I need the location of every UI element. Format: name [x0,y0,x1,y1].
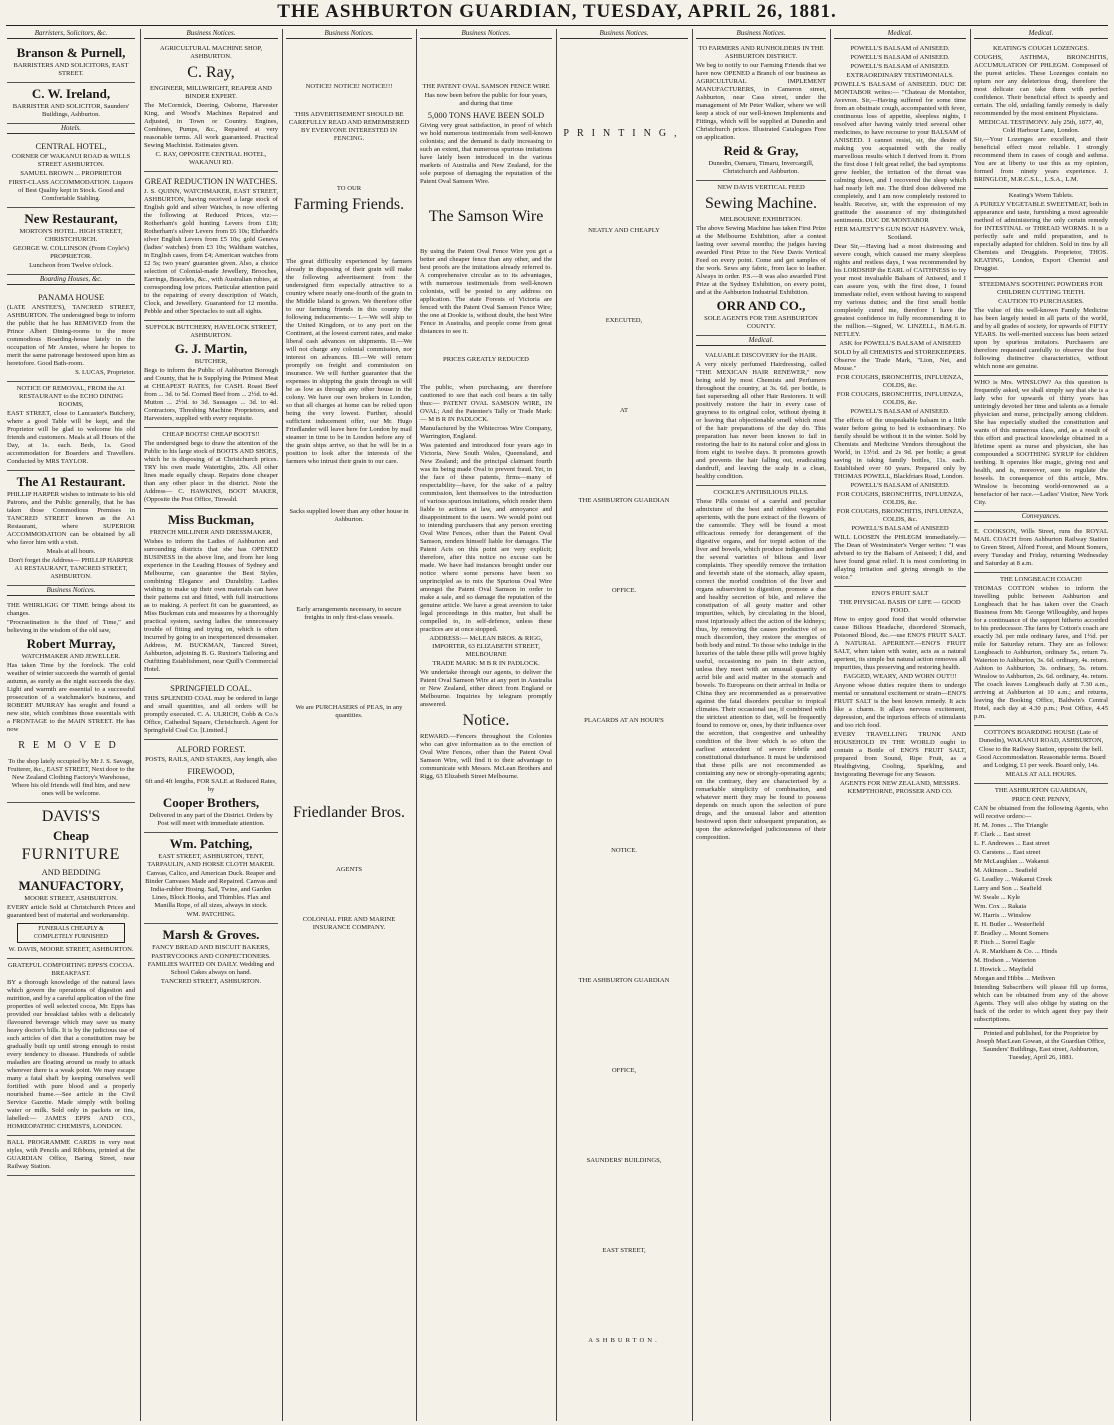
agent-entry: Morgan and Hibbs ... Methven [974,975,1056,982]
printing-heading: PRINTING, [563,128,685,139]
agent-entry: L. F. Andrewes ... East street [974,840,1050,847]
ad-title: Reid & Gray, [723,143,799,158]
section-heading: Business Notices. [560,29,688,39]
ad-cotton-boarding: COTTON'S BOARDING HOUSE (Late of Dunedin), WAKANUI ROAD, ASHBURTON, Close to the Railway Station, opposite the bell. Good Accommodation. Reasonable terms. Board and Lodging, £1 per week. Board only, 14s. MEALS AT ALL HOURS. [974,726,1108,784]
ad-title: Farming Friends. [293,196,405,213]
ad-reid-gray: TO FARMERS AND RUNHOLDERS IN THE ASHBURTON DISTRICT. We beg to notify to our Farming Friends that we have now OPENED a Branch of our business as AGRICULTURAL IMPLEMENT MANUFACTURERS, in Cameron street, Ashburton, near Cass street, under the management of Mr Peter Walker, where we will keep a stock of our well-known Implements and Fittings, which will be supplied at Dunedin and Christchurch prices. Illustrated Catalogues Free on application. Reid & Gray, Dunedin, Oamaru, Timaru, Invercargill, Christchurch and Ashburton. [696,42,826,181]
ad-title: New Restaurant, [24,211,118,226]
ad-cookson: E. COOKSON, Wills Street, runs the ROYAL MAIL COACH from Ashburton Railway Station to Green Street, Alford Forest, and Mount Somers, every Tuesday and Friday, returning Wednesday and Saturday at 8 a.m. [974,525,1108,573]
ad-panama-house: PANAMA HOUSE (LATE ANSTEE'S), TANCRED STREET, ASHBURTON. The undersigned begs to inform the public that he has REMOVED from the Prince Albert Dining-rooms to the more commodious Boarding-house lately in the occupation of Mr Anstee, where he hopes to merit the same patronage bestowed upon him as heretofore. Good Bath-room. S. LUCAS, Proprietor. [7,288,135,382]
ad-title: DAVIS'S [41,808,101,825]
imprint: Printed and published, for the Proprietor by Joseph MacLean Gowan, at the Guardian Office, Saunders' Buildings, East street, Ashburton, Tuesday, April 26, 1881. [976,1030,1106,1061]
agent-entry: Wm. Cox ... Rakaia [974,903,1027,910]
notice-heading: NOTICE! NOTICE! NOTICE!!! [305,83,393,90]
agent-entry: F. Bradley ... Mount Somers [974,930,1049,937]
ad-title: Keating's Worm Tablets. [1008,192,1074,199]
section-heading: Medical. [834,29,966,39]
column-3: Business Notices. NOTICE! NOTICE! NOTICE!!! THIS ADVERTISEMENT SHOULD BE CAREFULLY READ AND REMEMBERED BY EVERYONE INTERESTED IN FENCING. TO OUR Farming Friends. The great difficulty experienced by farmers already in disposing of their grain will make the following advertisement from the undersigned firm especially attractive to a country where nearly one-fourth of the grain in the Middle Island is grown. We therefore offer to our farming friends in this county the following inducements:— I.—We will ship to the United Kingdom, or to any port on the Continent, at the lowest current rates, and make liberal cash advances on shipments. II.—We will not charge any colonial commission, nor interest on advances. III.—We will return promptly on freight and commission on insurance. We will further guarantee that the expenses in shipping the grain through us will be as low as through any other house in the colony. We have our own brokers in London, so that all charges at home can be relied upon being the very lowest. Further, should sufficient inducement offer, our Mr. Hugo Friedlander will leave here for London by mail steamer in time to be in London before any of the grain ships arrive, so that he will be in a position to look after the interests of the farmers who intrust their grain to our care. Sacks supplied lower than any other house in Ashburton. Early arrangements necessary, to secure freights in only first-class vessels. We are PURCHASERS of PEAS, in any quantities. Friedlander Bros. AGENTS COLONIAL FIRE AND MARINE INSURANCE COMPANY. [286,29,412,931]
column-2 [141,29,281,1419]
ad-echo-dining: NOTICE OF REMOVAL, FROM the A1 RESTAURANT to the ECHO DINING ROOMS, EAST STREET, close to Lancaster's Butchery, where a good Table will be kept, and the Proprietor will be glad to welcome his old friends and customers. Meals at all Hours of the Day, at 1s. each. Beds, 1s. Good accommodation for Boarders and Travellers. Conducted by MRS TAYLOR. [7,382,135,471]
ad-title: CHEAP BOOTS! CHEAP BOOTS!! [162,431,260,438]
ad-marsh-groves: Marsh & Groves. FANCY BREAD AND BISCUIT BAKERS, PASTRYCOOKS AND CONFECTIONERS. FAMILIES WAITED ON DAILY. Wedding and School Cakes always on hand. TANCRED STREET, ASHBURTON. [144,924,278,990]
ad-title: THE LONGBEACH COACH! [999,576,1083,583]
ad-ball-programme: BALL PROGRAMME CARDS in very neat styles, with Pencils and Ribbons, printed at the GUARDIAN Office, Baring Street, near Railway Station. [7,1136,135,1176]
agent-entry: Mr McLaughlan ... Wakanui [974,858,1049,865]
ad-title: Friedlander Bros. [293,804,405,821]
agent-entry: A. R. Markham & Co. ... Hinds [974,948,1058,955]
ad-title: ENO'S FRUIT SALT [871,590,929,597]
ad-new-restaurant: New Restaurant, MORTON'S HOTEL. HIGH STREET, CHRISTCHURCH. GEORGE W. COLLINSON (From Coyle's) PROPRIETOR. Luncheon from Twelve o'clock. [7,208,135,275]
masthead-rule [6,25,1108,26]
ad-springfield-coal: SPRINGFIELD COAL. THIS SPLENDID COAL may be ordered in large and small quantities, and all orders will be promptly executed. C. A. ULRICH, Cobb & Co.'s Office, Cathedral Square, Christchurch. Agent for Springfield Coal Co. [Limited.] [144,679,278,740]
ad-martin-butcher: SUFFOLK BUTCHERY, HAVELOCK STREET, ASHBURTON. G. J. Martin, BUTCHER, Begs to inform the Public of Ashburton Borough and County, that he is Supplying the Primest Meat at CHEAPEST RATES, for CASH. Roast Beef from ... 3d. to 5d. Corned Beef from ... 2½d. to 4d. Mutton ... 2½d. to 3d. Sausages ... 3d. to 4d. Contractors, Threshing Machine Proprietors, and Harvesters, supplied with every requisite. [144,321,278,428]
agent-entry: M. Hodson ... Waterton [974,957,1036,964]
ad-sewing-machine: NEW DAVIS VERTICAL FEED Sewing Machine. MELBOURNE EXHIBITION. The above Sewing Machine has taken First Prize at the Melbourne Exhibition, after a contest lasting over several months; the judges having awarded First Prize to the New Davis Vertical Feed on every point. Come and get samples of the work. Sews any fabric, from lace to leather. Always in order. P.S.—It was also awarded First Prize at the Sydney Exhibition, on every point, and at the Ashburton Industrial Exhibition. ORR AND CO., SOLE AGENTS FOR THE ASHBURTON COUNTY. [696,181,826,336]
ad-title: The A1 Restaurant. [16,474,126,489]
ad-title: SPRINGFIELD COAL. [170,683,252,693]
section-heading: Business Notices. [696,29,826,39]
ad-hair-renewer: VALUABLE DISCOVERY for the HAIR. A very nicely perfumed Hairdressing, called "THE MEXICAN HAIR RENEWER," now being sold by most Chemists and Perfumers throughout the country, at 3s. 6d. per bottle, is fast superseding all other Hair Restorers. It will positively restore the hair in every case of grayness to its original color, without dyeing it or leaving that objectionable smell which most of the hair preparations of the day do. This preparation has never been known to fail in restoring the hair to its natural color and gloss in from eight to twelve days. It promotes growth and prevents the hair falling out, eradicating dandruff, and leaving the scalp in a clean, healthy condition. [696,349,826,486]
section-heading: Business Notices. [7,586,135,596]
ad-c-ray: AGRICULTURAL MACHINE SHOP, ASHBURTON. C. Ray, ENGINEER, MILLWRIGHT, REAPER AND BINDER EXPERT. The McCormick, Deering, Osborne, Harvester King, and Wood's Machines Repaired and Adjusted, in Town or Country. Engines, Combines, Pumps, &c., Repaired at very reasonable terms. All work guaranteed. Practical Sewing Machinist. Estimates given. C. RAY, OPPOSITE CENTRAL HOTEL, WAKANUI RD. [144,42,278,172]
ad-title: GRATEFUL COMFORTING EPPS'S COCOA. BREAKFAST. [7,962,135,977]
ad-guardian-agents: THE ASHBURTON GUARDIAN, PRICE ONE PENNY, CAN be obtained from the following Agents, who will receive orders:— H. M. Jones ... The Triangle F. Clark ... East street L. F. Andrewes ... East street O. Carstens ... East street Mr McLaughlan ... Wakanui M. Atkinson ... Seafield G. Leadley ... Wakanui Creek Larry and Son ... Seafield W. Swale ... Kyle Wm. Cox ... Rakaia W. Harris ... Winslow E. H. Butler ... Westerfield F. Bradley ... Mount Somers P. Fitch ... Sorrel Eagle A. R. Markham & Co. ... Hinds M. Hodson ... Waterton J. Howick ... Mayfield Morgan and Hibbs ... Methven Intending Subscribers will please fill up forms, which can be obtained from any of the above Agents. They will also oblige by stating on the back of the order to which agent they pay their subscriptions. [974,784,1108,1029]
ad-keating-worm: Keating's Worm Tablets. A PURELY VEGETABLE SWEETMEAT, both in appearance and taste, furnishing a most agreeable method of administering the only certain remedy for INTESTINAL or THREAD WORMS. It is a perfectly safe and mild preparation, and is especially adapted for children. Sold in tins by all Chemists and Druggists. Proprietor, THOS. KEATING, London, Export Chemist and Druggist. [974,189,1108,278]
agents-list [974,822,1108,983]
ad-title: NOTICE OF REMOVAL, FROM the A1 RESTAURANT to the ECHO DINING ROOMS, [16,385,126,408]
ad-winslow: WHO is Mrs. WINSLOW? As this question is frequently asked, we shall simply say that she is a lady who for upwards of thirty years has untiringly devoted her time and talents as a female physician and nurse, principally among children. She has especially studied the constitution and wants of this numerous class, and, as a result of this effort and practical knowledge obtained in a lifetime spent as nurse and physician, she has compounded a SOOTHING SYRUP for children teething. It operates like magic, giving rest and health, and is, moreover, sure to regulate the bowels. In consequence of this article, Mrs. Winslow is becoming world-renowned as a benefactor of her race.—Ladies' Visitor, New York City. [974,376,1108,512]
section-heading: Barristers, Solicitors, &c. [7,29,135,39]
column-6 [693,29,829,1419]
section-heading: Business Notices. [144,29,278,39]
agent-entry: H. M. Jones ... The Triangle [974,822,1048,829]
column-1 [4,29,138,1419]
agent-entry: W. Swale ... Kyle [974,894,1021,901]
agent-entry: G. Leadley ... Wakanui Creek [974,876,1053,883]
agent-entry: J. Howick ... Mayfield [974,966,1034,973]
ad-title: CENTRAL HOTEL, [35,141,107,151]
column-4: Business Notices. THE PATENT OVAL SAMSON FENCE WIRE Has now been before the public for four years, and during that time 5,000 TONS HAVE BEEN SOLD Giving very great satisfaction, in proof of which we hold numerous testimonials from well-known colonists; and the demand is daily increasing to such an extent, that numerous spurious imitations have lately been introduced in the various markets of Australia and New Zealand, for the sole purpose of damaging the reputation of the Patent Oval Samson Wire. The Samson Wire By using the Patent Oval Fence Wire you get a better and cheaper fence than any other, and the best proofs are the imitations already referred to. A comprehensive circular as to its advantages, with numerous testimonials from well-known colonists, will be posted to any address on application. The state Forests of Victoria are fenced with the Patent Oval Samson Fence Wire; the one at Dookie is, without doubt, the best Wire Fence in Australia, and people come from great distances to see it. PRICES GREATLY REDUCED The public, when purchasing, are therefore cautioned to see that each coil bears a tin tally thus:— PATENT OVAL SAMSON WIRE, IN OVAL; And the Patentee's Tally or Trade Mark:— M B R IN PADLOCK. Manufactured by the Whitecross Wire Company, Warrington, England. Was patented and introduced four years ago in Victoria, New South Wales, Queensland, and New Zealand; and the principal claimant fourth was its being made Oval to prevent fraud. Yet, in the face of these patents, firms—many of respectability—have, for the sake of a paltry commission, lent themselves to the introduction of various spurious imitations, which render them liable to actions at law, and annoyance and disappointment to the users. We would point out to intending purchasers that any person erecting Oval Wire Fences, other than the Patent Oval Samson, renders himself liable for damages. The Patent Acts on this point are very explicit; therefore, after this notice no excuse can be made. We have had instances brought under our notice where some persons have been so unprincipled as to mix the Spurious Oval Wire amongst the Patent Oval Samson in order to make a sale, and so damage the reputation of the genuine article. We have a great aversion to take legal proceedings in this matter, but shall be compelled to, in self-defence, unless these practices are at once stopped. ADDRESS:— McLEAN BROS. & RIGG, IMPORTER, 63 ELIZABETH STREET, MELBOURNE TRADE MARK: M B R IN PADLOCK. We undertake through our agents, to deliver the Patent Oval Samson Wire at any port in Australia or New Zealand, either direct from England or Melbourne. Inquiries by telegram promptly answered. Notice. REWARD.—Fencers throughout the Colonies who can give information as to the erection of Oval Wire Fences, other than the Patent Oval Samson Wire, will find it to their advantage to communicate with Messrs. McLean Brothers and Rigg, 63 Elizabeth Street Melbourne. [420,29,552,780]
section-heading: Boarding Houses, &c. [7,275,135,285]
ad-title: Sewing Machine. [705,195,817,212]
ad-title: C. Ray, [187,64,235,81]
agent-entry: W. Harris ... Winslow [974,912,1032,919]
ad-title: THE PATENT OVAL SAMSON FENCE WIRE [422,83,550,90]
ad-title: G. J. Martin, [174,341,248,356]
column-8 [971,29,1111,1419]
ad-title: EXTRAORDINARY TESTIMONIALS. [846,72,954,79]
ad-central-hotel: CENTRAL HOTEL, CORNER OF WAKANUI ROAD & WILLS STREET ASHBURTON. SAMUEL BROWN ... PROPRIETOR FIRST-CLASS ACCOMMODATION. Liquors of Best Quality kept in Stock. Good and Comfortable Stabling. [7,137,135,208]
ad-title: Robert Murray, [26,636,116,651]
ad-title: VALUABLE DISCOVERY for the HAIR. [705,352,817,359]
section-heading: Conveyances. [974,512,1108,522]
ad-cheap-boots: CHEAP BOOTS! CHEAP BOOTS!! The undersigned begs to draw the attention of the Public to his large stock of BOOTS AND SHOES, which he is disposing of at Christchurch prices. TRY his own made Watertights, 20s. All other lines made equally cheap. Repairs done cheaper than any other place in the district. Note the Address— C. HAWKINS, BOOT MAKER, (Opposite the Post Office, Tinwald. [144,428,278,509]
section-heading: Hotels. [7,124,135,134]
ad-davis-furniture: DAVIS'S Cheap FURNITURE AND BEDDING MANUFACTORY, MOORE STREET, ASHBURTON. EVERY article Sold at Christchurch Prices and guaranteed best of material and workmanship. FUNERALS CHEAPLY & COMPLETELY FURNISHED W. DAVIS, MOORE STREET, ASHBURTON. [7,803,135,959]
ad-robert-murray: THE WHIRLIGIG OF TIME brings about its changes. "Procrastination is the thief of Time," and believing in the wisdom of the old saw, Robert Murray, WATCHMAKER AND JEWELLER. Has taken Time by the forelock. The cold weather of winter succeeds the warmth of genial autumn, as surely as the night succeeds the day. Light and warmth are essential to a successful prosecution of a watchmaker's business, and ROBERT MURRAY has sought and found a new site, which combines those essentials with a FRONTAGE to the MAIN STREET. He has now REMOVED To the shop lately occupied by Mr J. S. Savage, Fruiterer, &c., EAST STREET, Next door to the New Zealand Clothing Factory's Warehouse, Where his old friends will find him, and new ones will be welcome. [7,599,135,803]
ad-branson-purnell: Branson & Purnell, BARRISTERS AND SOLICITORS, EAST STREET. [7,42,135,83]
masthead: THE ASHBURTON GUARDIAN, TUESDAY, APRIL 26, 1881. [277,1,837,22]
funerals-box: FUNERALS CHEAPLY & COMPLETELY FURNISHED [17,923,125,943]
ad-title: STEEDMAN'S SOOTHING POWDERS FOR CHILDREN CUTTING TEETH. [979,281,1103,296]
section-heading: Business Notices. [286,29,412,39]
ad-longbeach-coach: THE LONGBEACH COACH! THOMAS COTTON wishes to inform the travelling public between Ashburton and Longbeach that he has taken over the Coach Business from Mr. George Willoughby, and hopes for a continuance of the support hitherto accorded to his predecessor. The fares by Cotton's coach are exactly 3d. per mile ordinary fares, and 1½d. per mile for Saturday return. They are as follows: Longbeach to Ashburton, ordinary 5s., return 7s. Waterton to Ashburton, 3s. 6d. ordinary, 4s. return. Ashton to Ashburton, 3s. ordinary, 5s. return. Winslow to Ashburton, 2s. 6d. ordinary, 4s. return. The coach leaves Longbeach daily at 7.30 a.m., arriving at Ashburton at 10 a.m.; and returns, leaving the Booking Office, Baldwin's Central Hotel, each day at 4.30 p.m.; Post Office, 4.45 p.m. [974,573,1108,726]
ad-epps-cocoa: GRATEFUL COMFORTING EPPS'S COCOA. BREAKFAST. BY a thorough knowledge of the natural laws which govern the operations of digestion and nutrition, and by a careful application of the fine properties of well selected cocoa, Mr. Epps has provided our breakfast tables with a delicately flavoured beverage which may save us many heavy doctor's bills. It is by the judicious use of such articles of diet that a constitution may be gradually built up until strong enough to resist every tendency to disease. Hundreds of subtle maladies are floating around us ready to attack wherever there is a weak point. We may escape many a fatal shaft by keeping ourselves well fortified with pure blood and a properly nourished frame.—See article in the Civil Service Gazette. Made simply with boiling water or milk. Sold only in packets or tins, labelled:— JAMES EPPS AND CO., HOMŒOPATHIC CHEMISTS, LONDON. [7,959,135,1136]
ad-title: Marsh & Groves. [162,927,260,942]
ad-title: C. W. Ireland, [31,86,111,101]
column-5: Business Notices. PRINTING, NEATLY AND CHEAPLY EXECUTED, AT THE ASHBURTON GUARDIAN OFFICE. PLACARDS AT AN HOUR'S NOTICE. THE ASHBURTON GUARDIAN OFFICE, SAUNDERS' BUILDINGS, EAST STREET, ASHBURTON. [557,29,691,1419]
agent-entry: O. Carstens ... East street [974,849,1041,856]
ad-enos-fruit-salt: ENO'S FRUIT SALT THE PHYSICAL BASIS OF LIFE — GOOD FOOD. How to enjoy good food that would otherwise cause Bilious Headache, disordered Stomach, Poisoned Blood, &c.—use ENO'S FRUIT SALT. A NATURAL APERIENT.—ENO'S FRUIT SALT, when taken with water, acts as a natural aperient, its simple but natural action removes all impurities, thus preserving and restoring health. FAGGED, WEARY, AND WORN OUT!!! Anyone whose duties require them to undergo mental or unnatural excitement or strain—ENO'S FRUIT SALT is the best known remedy. It acts like a charm. It allays nervous excitement, depression, and the injurious effects of stimulants and too rich food. EVERY TRAVELLING TRUNK AND HOUSEHOLD IN THE WORLD ought to contain a Bottle of ENO'S FRUIT SALT, prepared from Sound, Ripe Fruit, as a Healthgiving, Cooling, Sparkling, and Invigorating Beverage for any Season. AGENTS FOR NEW ZEALAND, MESSRS. KEMPTHORNE, PROSSER AND CO. [834,590,966,795]
ad-keating-lozenges: KEATING'S COUGH LOZENGES. COUGHS, ASTHMA, BRONCHITIS, ACCUMULATION OF PHLEGM. Composed of the purest articles. These Lozenges contain no opium nor any deleterious drug, therefore the most delicate can take them with perfect confidence. Their beneficial effect is speedy and certain. The old, unfailing family remedy is daily recommended by the most eminent Physicians. MEDICAL TESTIMONY. July 25th, 1877, 40, Cold Harbour Lane, London. Sir,—Your Lozenges are excellent, and their beneficial effect most reliable. I strongly recommend them in cases of cough and asthma. You are at liberty to use this as my opinion, formed from ninety years experience. J. BRINGLOE, M.R.C.S.L., L.S.A., L.M. [974,42,1108,189]
agent-entry: M. Atkinson ... Seafield [974,867,1037,874]
ad-quinn-watches: GREAT REDUCTION IN WATCHES. J. S. QUINN, WATCHMAKER, EAST STREET, ASHBURTON, having received a large stock of English gold and silver Watches, is now offering the following at Reduced Prices, viz:—Rotherham's gold hunting Levers from £18; Rotherham's silver Levers from £6 10s; Ehrhardt's silver English Levers from £5 10s; gold Geneva (ladies' watches) from £3 10s; Waltham watches, in English cases, from £4; American watches from £2 5s; two years' guarantee given. Also, a choice selection of Colonial-made Jewellery, Brooches, Earrings, Bracelets, &c., with Australian rubies, at corresponding low prices. Particular attention paid to the repairing of every description of Watch, Clock, and Jewellery. Guaranteed for 12 months. Pebble and other Spectacles to suit all sights. [144,172,278,321]
agent-entry: P. Fitch ... Sorrel Eagle [974,939,1035,946]
ad-patching: Wm. Patching, EAST STREET, ASHBURTON, TENT, TARPAULIN, AND HORSE CLOTH MAKER. Canvas, Calico, and American Duck. Reaper and Binder Canvases Made and Repaired. Canvas and India-rubber Hosing. Sail, Twine, and Garden Lines, Block Hooks, and Thimbles. Flax and Manilla Rope, of all sizes, always in stock. WM. PATCHING. [144,833,278,924]
ad-title: PANAMA HOUSE [37,292,105,302]
ad-title: ALFORD FOREST. [176,744,246,754]
ad-title: COCKLE'S ANTIBILIOUS PILLS. [713,489,809,496]
ad-title: COTTON'S BOARDING HOUSE (Late of Dunedin), WAKANUI ROAD, ASHBURTON, [978,729,1104,744]
ad-title: GREAT REDUCTION IN WATCHES. [144,176,278,186]
section-heading: Business Notices. [420,29,552,39]
section-heading: Medical. [696,336,826,346]
ad-title: Miss Buckman, [168,512,254,527]
ad-title: Wm. Patching, [169,836,253,851]
column-7 [831,29,969,1419]
ad-steedman: STEEDMAN'S SOOTHING POWDERS FOR CHILDREN CUTTING TEETH. CAUTION TO PURCHASERS. The value of this well-known Family Medicine has been largely tested in all parts of the world, and by all grades of society, for upwards of FIFTY YEARS. Its well-merited success has been seized upon by spurious imitators. Purchasers are therefore requested carefully to observe the four following distinctive characteristics, without which none are genuine. [974,278,1108,376]
ad-miss-buckman: Miss Buckman, FRENCH MILLINER AND DRESSMAKER, Wishes to inform the Ladies of Ashburton and surrounding districts that she has OPENED BUSINESS in the above line, and from her long experience in the Leading Houses of Sydney and Melbourne, can guarantee the Best Styles, combining Elegance and Durability. Ladies wishing to make up their own materials can have their patterns cut and fitted, with full instructions as to making. A perfect fit can be guaranteed, as Miss Buckman cuts and measures by a thoroughly practical system, saving ladies the unnecessary trouble of fitting and trying on, which is often incurred by going to an inexperienced dressmaker. Address, M. BUCKMAN, Tancred Street, Ashburton, adjoining B. G. Ruxton's Tailoring and Outfitting Establishment, near Quill's Commercial Hotel. [144,509,278,679]
ad-cockle-pills: COCKLE'S ANTIBILIOUS PILLS. These Pills consist of a careful and peculiar admixture of the best and mildest vegetable aperients, with the pure extract of the flowers of the camomile. They will be found a most efficacious remedy for derangement of the digestive organs, and for torpid action of the liver and bowels, which produce indigestion and the several varieties of bilious and liver complaints. They speedily remove the irritation and feverish state of the stomach, allay spasm, correct the morbid condition of the liver and organs subservient to digestion, promote a due and healthy secretion of bile, and relieve the constipation of all gouty matter and other impurities, which, by circulating in the blood, most injuriously affect the action of the kidneys; thus, by removing the causes productive of so much discomfort, they restore the energies of both body and mind. To those who indulge in the luxuries of the table these pills will prove highly useful, occasioning no pain in their action, unless they meet with an unusual quantity of acrid bile and acid matter in the stomach and bowels. To Europeans on their arrival in India or China they are recommended as a preservative against the fatal disorders peculiar to tropical climates. Their occasional use, if combined with the strictest attention to diet, will be frequently found to remove or, ones, by their influence over the secretion, that congestive and unhealthy condition of the liver which is so often the earliest antecedent of severe febrile and constitutional disturbance. It must be understood that these pills are not recommended as containing any new or strongly-operating agents; on the contrary, they are characterised by a remarkable simplicity of combination, and whatever merit they may be found to possess depends on much upon the selection of pure drugs, and the unusual labor and attention bestowed upon their subsequent preparation, as upon the acknowledged judiciousness of their composition. [696,489,826,841]
ad-title: KEATING'S COUGH LOZENGES. [993,45,1089,52]
agent-entry: Larry and Son ... Seafield [974,885,1042,892]
ad-title: THE ASHBURTON GUARDIAN, [994,787,1088,794]
agent-entry: E. H. Butler ... Westerfield [974,921,1045,928]
agent-entry: F. Clark ... East street [974,831,1031,838]
ad-alford-forest: ALFORD FOREST. POSTS, RAILS, AND STAKES, Any length, also FIREWOOD, 6ft and 4ft lengths, FOR SALE at Reduced Rates, by Cooper Brothers, Delivered in any part of the District. Orders by Post will meet with immediate attention. [144,740,278,833]
ad-title: Branson & Purnell, [16,45,126,60]
ad-powell-balsam: POWELL'S BALSAM of ANISEED. POWELL'S BALSAM of ANISEED. POWELL'S BALSAM of ANISEED. EXTRAORDINARY TESTIMONIALS. POWELL'S BALSAM of ANISEED. DUC DE MONTABOR writes:— "Chateau de Montabor, Avevron. Sir,—Having suffered for some time from an obstinate cough, accompanied with fever, continuous loss of appetite, sleepless nights, I resolved after having vainly tried several other medicines, to have recourse to your BALSAM of ANISEED. I cannot resist, sir, the desire of making you acquainted with the really marvellous results which I derived from it. From the first dose I felt great relief, the bad symptoms grew feebler, the irritation of the throat was calming down, and I recovered the sleep which had nearly left me. The third dose delivered me completely, and I am now completely restored to health. Receive, sir, with the expression of my gratitude the assurance of my distinguished sentiments. DUC DE MONTABOR HER MAJESTY'S GUN BOAT HARVEY. Wick, Scotland. Dear Sir,—Having had a most distressing and severe cough, which caused me many sleepless nights and restless days, I was recommended by his LORDSHIP the EARL of CAITHNESS to try your most invaluable Balsam of Aniseed, and I can assure you, with the first dose, I found immediate relief, even without having to suspend my various duties; and the first small bottle completely cured me, therefore I have the greatest confidence in fully recommending it to the million.—Signed, W. LINZELL, B.M.G.B. NETLEY. ASK for POWELL'S BALSAM of ANISEED SOLD by all CHEMISTS and STOREKEEPERS. Observe the Trade Mark, "Lion, Net, and Mouse." FOR COUGHS, BRONCHITIS, INFLUENZA, COLDS, &c. FOR COUGHS, BRONCHITIS, INFLUENZA, COLDS, &c. POWELL'S BALSAM of ANISEED. The effects of the unspeakable balsam in a little water before going to bed is extraordinary. No family should be without it in the winter. Sold by Chemists and Medicine Vendors throughout the World, in 13½d. and 2s 9d. per bottle; a great saving in taking family bottles, 11s. each. Established over 60 years. Prepared only by THOMAS POWELL, Blackfriars Road, London. POWELL'S BALSAM of ANISEED. FOR COUGHS, BRONCHITIS, INFLUENZA, COLDS, &c. FOR COUGHS, BRONCHITIS, INFLUENZA, COLDS, &c. POWELL'S BALSAM of ANISEED WILL LOOSEN the PHLEGM immediately.—The Dean of Westminster's Verger writes: "I was advised to try the Balsam of Aniseed; I did, and have found great relief. It is most comforting in allaying irritation and giving strength to the voice." [834,42,966,587]
ad-a1-restaurant: The A1 Restaurant. PHILLIP HARPER wishes to intimate to his old Patrons, and the Public generally, that he has taken those Commodious Premises in TANCRED STREET known as the A1 Restaurant, where SUPERIOR ACCOMMODATION can be obtained by all who favor him with a visit. Meals at all hours. Don't forget the Address— PHILLIP HARPER A1 RESTAURANT, TANCRED STREET, ASHBURTON. [7,471,135,586]
section-heading: Medical. [974,29,1108,39]
ad-ireland: C. W. Ireland, BARRISTER AND SOLICITOR, Saunders' Buildings, Ashburton. [7,83,135,124]
